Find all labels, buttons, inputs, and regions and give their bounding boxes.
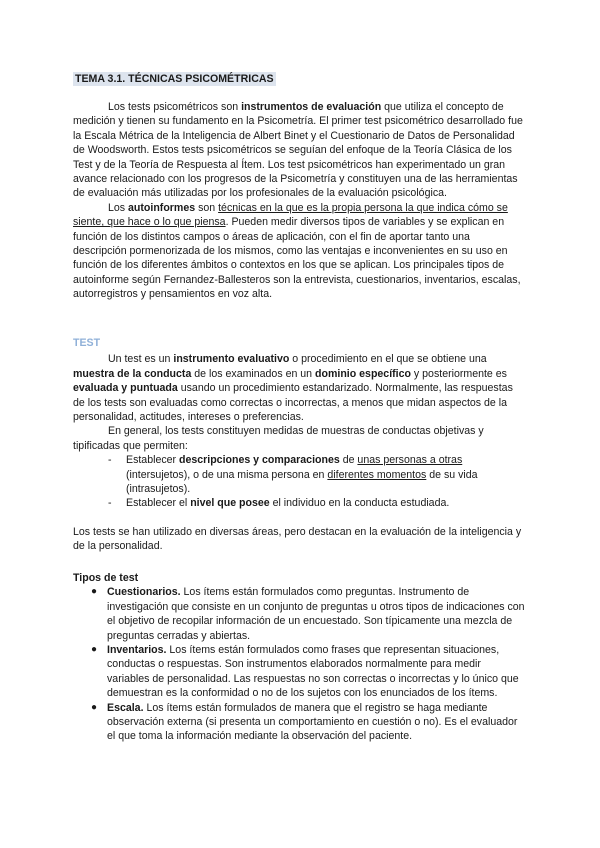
bold-term: Escala. bbox=[107, 701, 144, 714]
text-run: Establecer bbox=[126, 454, 179, 467]
text-run: Los ítems están formulados como preguntas. Instrumento de investigación que consiste en un conjunto de preguntas u otros tipos de indicaciones con el objetivo de recopilar información de un encuestado. Son típicamente una mezcla de preguntas cerradas y abiertas. bbox=[107, 586, 525, 642]
list-item bbox=[108, 453, 525, 496]
text-run: y posteriormente es bbox=[410, 367, 507, 380]
bold-term: muestra de la conducta bbox=[73, 367, 192, 380]
types-list bbox=[73, 585, 525, 743]
text-run: de los examinados en un bbox=[191, 367, 316, 380]
text-run: de bbox=[339, 454, 358, 467]
test-paragraph-2: En general, los tests constituyen medidas de muestras de conductas objetivas y tipificadas que permiten: bbox=[73, 425, 484, 452]
types-section bbox=[73, 571, 525, 744]
bold-term: descripciones y comparaciones bbox=[179, 454, 340, 467]
list-item bbox=[91, 643, 525, 701]
text-run: usando un procedimiento estandarizado. Normalmente, las respuestas de los tests son evaluadas como correctas o incorrectas, a menos que midan aspectos de la personalidad, actitudes, intereses o preferencias. bbox=[73, 382, 513, 424]
bold-term: evaluada y puntuada bbox=[73, 382, 178, 395]
text-run: Los tests psicométricos son bbox=[108, 101, 242, 113]
list-item bbox=[108, 496, 525, 510]
list-item bbox=[91, 701, 525, 744]
bold-term: dominio específico bbox=[315, 367, 411, 380]
text-run: Un test es un bbox=[108, 353, 174, 366]
text-run: . Pueden medir diversos tipos de variables y se explican en función de los distintos campos o áreas de aplicación, con el fin de aportar tanto una descripción pormenorizada de los mismos, como las ventajas e inconvenientes en su uso en función de los diferentes ámbitos o contextos en los que se aplican. Los principales tipos de autoinforme según Fernandez-Ballesteros son la entrevista, cuestionarios, inventarios, escalas, autorregistros y pensamientos en voz alta. bbox=[73, 216, 521, 301]
text-run: de su vida (intrasujetos). bbox=[126, 468, 478, 496]
text-run: Establecer el bbox=[126, 497, 191, 510]
bold-term: Inventarios. bbox=[107, 644, 167, 657]
types-heading: Tipos de test bbox=[73, 572, 139, 584]
text-run: el individuo en la conducta estudiada. bbox=[269, 497, 450, 510]
bold-term: autoinformes bbox=[128, 201, 196, 214]
underlined-phrase: técnicas en la que es la propia persona la que indica cómo se siente, que hace o lo que piensa bbox=[73, 201, 508, 229]
bold-term: Cuestionarios. bbox=[107, 586, 181, 599]
text-run: que utiliza el concepto de medición y tienen su fundamento en la Psicometría. El primer test psicométrico desarrollado fue la Escala Métrica de la Inteligencia de Albert Binet y el Cuestionario de Datos de Personalidad de Woodsworth. Estos tests psicométricos se seguían del enfoque de la Teoría Clásica de los Test y de la Teoría de Respuesta al Ítem. Los test psicométricos han experimentado un gran avance relacionado con los progresos de la Psicometría y constituyen una de las herramientas de evaluación más utilizadas por los profesionales de la evaluación psicológica. bbox=[73, 101, 523, 200]
test-paragraph-1 bbox=[73, 352, 525, 424]
text-run: son bbox=[195, 201, 219, 214]
bold-term: instrumentos de evaluación bbox=[241, 101, 382, 113]
underlined-phrase: diferentes momentos bbox=[327, 468, 427, 481]
intro-section bbox=[73, 100, 525, 302]
list-item bbox=[91, 585, 525, 643]
text-run: Los ítems están formulados de manera que el registro se haga mediante observación externa (si presenta un comportamiento en cuestión o no). Es el evaluador el que toma la información mediante la observación del paciente. bbox=[107, 701, 518, 743]
bold-term: instrumento evaluativo bbox=[173, 353, 290, 366]
test-purpose-list bbox=[73, 453, 525, 511]
text-run: Los ítems están formulados como frases que representan situaciones, conductas o respuestas. Son instrumentos elaborados normalmente para medir variables de personalidad. Las respuestas no son correctas o incorrectas y lo único que demuestran es la conformidad o no de los sujetos con los enunciados de los ítems. bbox=[107, 644, 519, 700]
intro-paragraph-2 bbox=[73, 201, 525, 302]
page-title: TEMA 3.1. TÉCNICAS PSICOMÉTRICAS bbox=[75, 73, 274, 85]
section-heading-test: TEST bbox=[73, 337, 101, 349]
test-paragraph-3: Los tests se han utilizado en diversas áreas, pero destacan en la evaluación de la inteligencia y de la personalidad. bbox=[73, 525, 522, 553]
intro-paragraph-1 bbox=[73, 100, 525, 201]
underlined-phrase: unas personas a otras bbox=[357, 454, 463, 467]
text-run: Los bbox=[108, 201, 129, 214]
text-run: o procedimiento en el que se obtiene una bbox=[289, 353, 487, 366]
test-section bbox=[73, 336, 525, 554]
bold-term: nivel que posee bbox=[190, 497, 270, 510]
text-run: (intersujetos), o de una misma persona en bbox=[126, 468, 328, 481]
